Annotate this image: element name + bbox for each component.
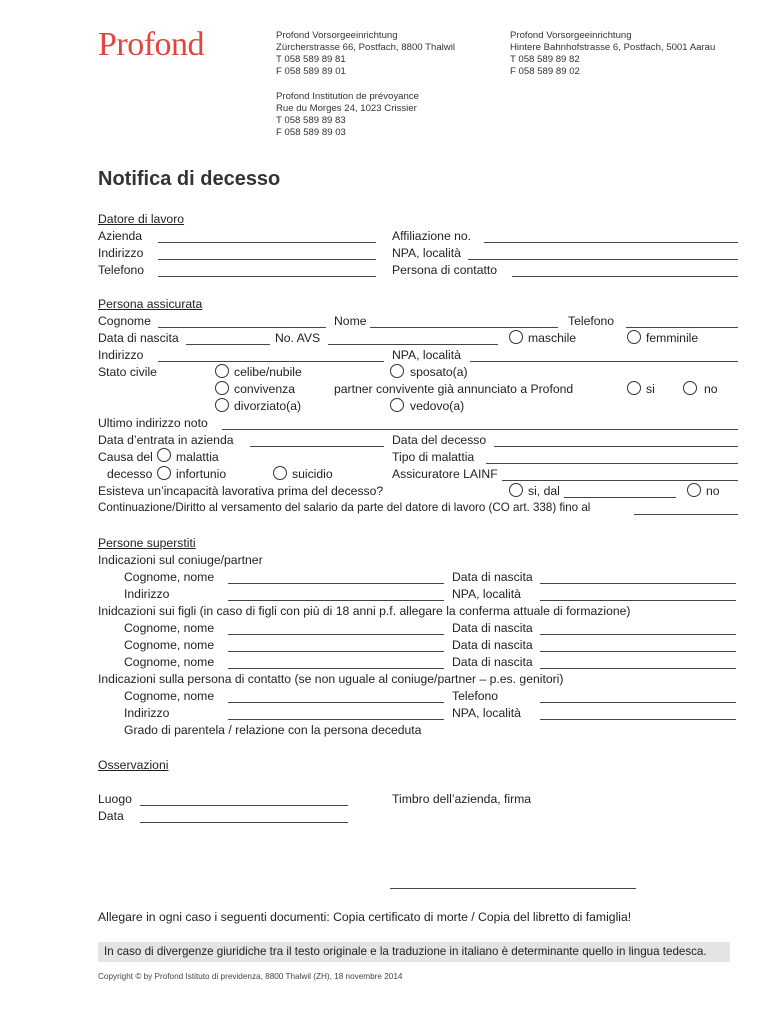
copyright: Copyright © by Profond Istituto di previdenza, 8800 Thalwil (ZH), 18 novembre 2014: [98, 972, 403, 981]
employer-contatto-label: Persona di contatto: [392, 263, 498, 277]
insured-npa-label: NPA, località: [392, 348, 461, 362]
divorziato-radio[interactable]: [215, 398, 229, 412]
vedovo-radio[interactable]: [390, 398, 404, 412]
address-line: T 058 589 89 82: [510, 54, 580, 65]
causa-del-label: Causa del: [98, 450, 153, 464]
figlio-1-cognome-label: Cognome, nome: [124, 621, 215, 635]
address-line: T 058 589 89 81: [276, 54, 346, 65]
employer-npa-label: NPA, località: [392, 246, 461, 260]
insured-cognome-label: Cognome: [98, 314, 151, 328]
luogo-field[interactable]: [140, 805, 348, 806]
employer-telefono-field[interactable]: [158, 276, 376, 277]
contatto-telefono-label: Telefono: [452, 689, 499, 703]
figlio-3-cognome-field[interactable]: [228, 668, 444, 669]
contatto-heading: Indicazioni sulla persona di contatto (se non uguale al coniuge/partner – p.es. genitori): [98, 672, 564, 686]
contatto-indirizzo-label: Indirizzo: [124, 706, 170, 720]
legal-note-text: In caso di divergenze giuridiche tra il testo originale e la traduzione in italiano è determinante quello in lingua tedesca.: [104, 945, 707, 958]
partner-si-label: si: [646, 382, 655, 396]
luogo-label: Luogo: [98, 792, 132, 806]
vedovo-label: vedovo(a): [410, 399, 465, 413]
employer-contatto-field[interactable]: [512, 276, 738, 277]
figlio-2-nascita-label: Data di nascita: [452, 638, 533, 652]
contatto-cognome-field[interactable]: [228, 702, 444, 703]
partner-si-radio[interactable]: [627, 381, 641, 395]
figlio-1-cognome-field[interactable]: [228, 634, 444, 635]
partner-no-label: no: [704, 382, 718, 396]
survivors-heading: Persone superstiti: [98, 536, 196, 550]
stato-civile-label: Stato civile: [98, 365, 157, 379]
partner-annunciato-label: partner convivente già annunciato a Profond: [334, 382, 574, 396]
coniuge-npa-field[interactable]: [540, 600, 736, 601]
data-decesso-field[interactable]: [494, 446, 738, 447]
maschile-label: maschile: [528, 331, 577, 345]
address-line: Hintere Bahnhofstrasse 6, Postfach, 5001 Aarau: [510, 42, 716, 53]
malattia-label: malattia: [176, 450, 219, 464]
suicidio-label: suicidio: [292, 467, 333, 481]
insured-avs-label: No. AVS: [275, 331, 321, 345]
data-label: Data: [98, 809, 124, 823]
figlio-3-nascita-label: Data di nascita: [452, 655, 533, 669]
address-line: F 058 589 89 03: [276, 127, 346, 138]
ultimo-indirizzo-label: Ultimo indirizzo noto: [98, 416, 208, 430]
firma-field[interactable]: [390, 888, 636, 889]
contatto-npa-label: NPA, località: [452, 706, 521, 720]
address-line: Profond Institution de prévoyance: [276, 91, 419, 102]
employer-affiliazione-label: Affiliazione no.: [392, 229, 472, 243]
address-line: T 058 589 89 83: [276, 115, 346, 126]
coniuge-indirizzo-field[interactable]: [228, 600, 444, 601]
femminile-label: femminile: [646, 331, 699, 345]
address-crissier: [276, 91, 419, 139]
sposato-radio[interactable]: [390, 364, 404, 378]
coniuge-heading: Indicazioni sul coniuge/partner: [98, 553, 263, 567]
address-line: Rue du Morges 24, 1023 Crissier: [276, 103, 417, 114]
insured-heading: Persona assicurata: [98, 297, 203, 311]
incapacita-label: Esisteva un’incapacità lavorativa prima del decesso?: [98, 484, 384, 498]
address-thalwil: [276, 30, 455, 78]
data-entrata-field[interactable]: [250, 446, 384, 447]
contatto-indirizzo-field[interactable]: [228, 719, 444, 720]
figlio-2-cognome-label: Cognome, nome: [124, 638, 215, 652]
coniuge-nascita-field[interactable]: [540, 583, 736, 584]
lainf-label: Assicuratore LAINF: [392, 467, 498, 481]
figlio-2-nascita-field[interactable]: [540, 651, 736, 652]
infortunio-radio[interactable]: [157, 466, 171, 480]
figli-heading: Inidcazioni sui figli (in caso di figli con più di 18 anni p.f. allegare la conferma attuale di formazione): [98, 604, 631, 618]
insured-nascita-label: Data di nascita: [98, 331, 179, 345]
data-entrata-label: Data d’entrata in azienda: [98, 433, 234, 447]
contatto-cognome-label: Cognome, nome: [124, 689, 215, 703]
figlio-3-nascita-field[interactable]: [540, 668, 736, 669]
insured-telefono-field[interactable]: [626, 327, 738, 328]
page-title: Notifica di decesso: [98, 168, 281, 190]
contatto-npa-field[interactable]: [540, 719, 736, 720]
insured-telefono-label: Telefono: [568, 314, 615, 328]
address-line: Profond Vorsorgeeinrichtung: [276, 30, 398, 41]
maschile-radio[interactable]: [509, 330, 523, 344]
ultimo-indirizzo-field[interactable]: [222, 429, 738, 430]
coniuge-nascita-label: Data di nascita: [452, 570, 533, 584]
remarks-heading: Osservazioni: [98, 758, 169, 772]
legal-note-box: [98, 942, 730, 962]
insured-avs-field[interactable]: [328, 344, 498, 345]
figlio-3-cognome-label: Cognome, nome: [124, 655, 215, 669]
employer-affiliazione-field[interactable]: [484, 242, 738, 243]
grado-parentela-label: Grado di parentela / relazione con la persona deceduta: [124, 723, 422, 737]
femminile-radio[interactable]: [627, 330, 641, 344]
incapacita-si-label: si, dal: [528, 484, 560, 498]
address-line: Zürcherstrasse 66, Postfach, 8800 Thalwil: [276, 42, 455, 53]
employer-indirizzo-field[interactable]: [158, 259, 376, 260]
timbro-label: Timbro dell’azienda, firma: [392, 792, 532, 806]
data-decesso-label: Data del decesso: [392, 433, 487, 447]
tipo-malattia-label: Tipo di malattia: [392, 450, 475, 464]
lainf-field[interactable]: [502, 480, 738, 481]
tipo-malattia-field[interactable]: [486, 463, 738, 464]
malattia-radio[interactable]: [157, 448, 171, 462]
insured-indirizzo-field[interactable]: [158, 361, 384, 362]
decesso-label: decesso: [107, 467, 153, 481]
divorziato-label: divorziato(a): [234, 399, 302, 413]
convivenza-radio[interactable]: [215, 381, 229, 395]
address-line: Profond Vorsorgeeinrichtung: [510, 30, 632, 41]
continuazione-label: Continuazione/Diritto al versamento del salario da parte del datore di lavoro (CO art. 338) fino al: [98, 501, 591, 514]
coniuge-npa-label: NPA, località: [452, 587, 521, 601]
profond-logo: Profond: [98, 26, 205, 63]
celibe-radio[interactable]: [215, 364, 229, 378]
employer-azienda-field[interactable]: [158, 242, 376, 243]
allegare-note: Allegare in ogni caso i seguenti documenti: Copia certificato di morte / Copia del libretto di famiglia!: [98, 910, 632, 924]
address-aarau: [510, 30, 715, 78]
address-line: F 058 589 89 02: [510, 66, 580, 77]
employer-npa-field[interactable]: [468, 259, 738, 260]
figlio-1-nascita-label: Data di nascita: [452, 621, 533, 635]
employer-indirizzo-label: Indirizzo: [98, 246, 144, 260]
insured-nome-label: Nome: [334, 314, 367, 328]
address-line: F 058 589 89 01: [276, 66, 346, 77]
insured-npa-field[interactable]: [470, 361, 738, 362]
figlio-1-nascita-field[interactable]: [540, 634, 736, 635]
suicidio-radio[interactable]: [273, 466, 287, 480]
incapacita-dal-field[interactable]: [564, 497, 676, 498]
employer-heading: Datore di lavoro: [98, 212, 185, 226]
incapacita-si-radio[interactable]: [509, 483, 523, 497]
coniuge-cognome-field[interactable]: [228, 583, 444, 584]
insured-nome-field[interactable]: [370, 327, 558, 328]
insured-nascita-field[interactable]: [186, 344, 270, 345]
celibe-label: celibe/nubile: [234, 365, 302, 379]
coniuge-indirizzo-label: Indirizzo: [124, 587, 170, 601]
infortunio-label: infortunio: [176, 467, 227, 481]
contatto-telefono-field[interactable]: [540, 702, 736, 703]
convivenza-label: convivenza: [234, 382, 295, 396]
insured-indirizzo-label: Indirizzo: [98, 348, 144, 362]
employer-telefono-label: Telefono: [98, 263, 145, 277]
partner-no-radio[interactable]: [683, 381, 697, 395]
data-field[interactable]: [140, 822, 348, 823]
sposato-label: sposato(a): [410, 365, 468, 379]
coniuge-cognome-label: Cognome, nome: [124, 570, 215, 584]
incapacita-no-label: no: [706, 484, 720, 498]
employer-azienda-label: Azienda: [98, 229, 143, 243]
figlio-2-cognome-field[interactable]: [228, 651, 444, 652]
insured-cognome-field[interactable]: [158, 327, 326, 328]
continuazione-field[interactable]: [634, 514, 738, 515]
incapacita-no-radio[interactable]: [687, 483, 701, 497]
